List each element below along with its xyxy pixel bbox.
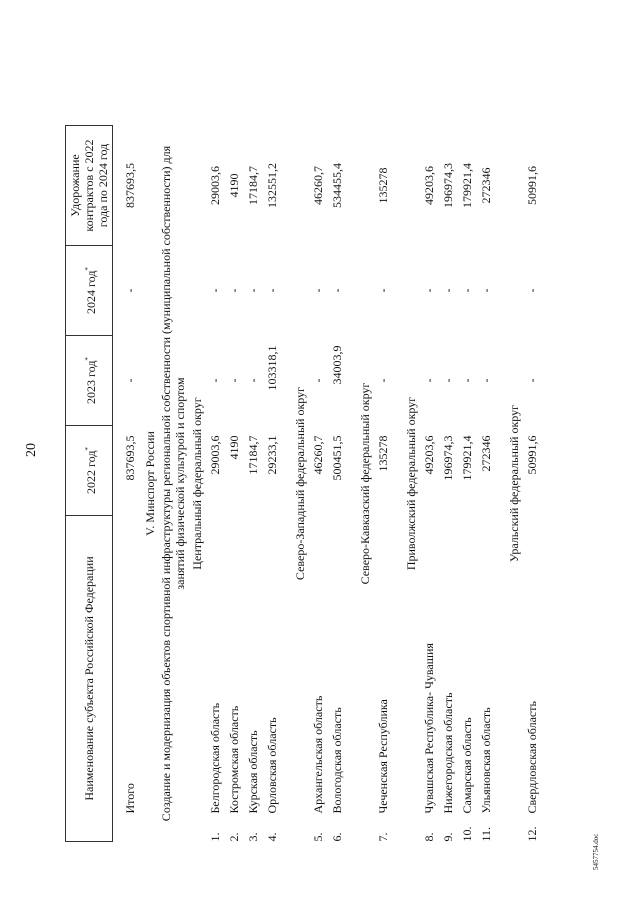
region-name: Чувашская Республика- Чувашия (422, 643, 436, 814)
value-2022: 272346 (479, 435, 493, 472)
total-label: Итого (123, 783, 137, 814)
district-row (187, 126, 206, 842)
district-row (290, 126, 309, 842)
district-title: Северо-Кавказский федеральный округ (357, 382, 372, 585)
total-2023: - (123, 378, 137, 383)
value-2023: - (441, 378, 455, 383)
value-increase: 272346 (479, 167, 493, 204)
table-row (439, 126, 458, 842)
subsection-title-row (159, 126, 187, 842)
value-2024: - (441, 288, 455, 293)
value-2022: 29003,6 (208, 435, 222, 475)
value-increase: 46260,7 (311, 166, 325, 205)
header-2022: 2022 год* (66, 426, 113, 516)
value-2022: 46260,7 (311, 435, 325, 475)
value-increase: 135278 (376, 167, 390, 204)
row-number: 3. (246, 832, 260, 842)
value-2024: - (525, 288, 539, 293)
row-number: 2. (227, 832, 241, 842)
contracts-table (65, 125, 550, 842)
row-number: 4. (265, 832, 279, 842)
value-2022: 49203,6 (422, 435, 436, 475)
table-row (477, 126, 496, 842)
region-name: Ульяновская область (479, 707, 493, 814)
value-increase: 29003,6 (208, 166, 222, 205)
row-number: 11. (479, 826, 493, 842)
value-2023: - (227, 378, 241, 383)
value-2024: - (460, 288, 474, 293)
row-number: 12. (525, 826, 539, 842)
value-2023: - (525, 378, 539, 383)
value-increase: 4190 (227, 173, 241, 198)
region-name: Орловская область (265, 717, 279, 814)
district-title: Приволжский федеральный округ (403, 396, 418, 571)
value-2022: 29233,1 (265, 435, 279, 475)
total-row (121, 126, 140, 842)
value-2022: 135278 (376, 435, 390, 472)
value-increase: 17184,7 (246, 166, 260, 205)
region-name: Свердловская область (525, 701, 539, 814)
value-2023: - (208, 378, 222, 383)
region-name: Курская область (246, 730, 260, 814)
district-title: Северо-Западный федеральный округ (292, 386, 307, 581)
subsection-title: Создание и модернизация объектов спортивной инфраструктуры региональной собственности (муниципальной собственности) для занятий физической культурой и спортом (159, 145, 187, 822)
table-row (458, 126, 477, 842)
district-row (355, 126, 374, 842)
value-2023: 103318,1 (265, 345, 279, 391)
table-row (225, 126, 244, 842)
value-2022: 500451,5 (330, 435, 344, 481)
region-name: Вологодская область (330, 707, 344, 814)
header-region: Наименование субъекта Российской Федерации (66, 516, 113, 842)
row-number: 10. (460, 826, 474, 842)
value-2024: - (422, 288, 436, 293)
value-2023: - (422, 378, 436, 383)
row-number: 1. (208, 832, 222, 842)
row-number: 5. (311, 832, 325, 842)
section-title: V. Минспорт России (142, 431, 157, 536)
value-2023: - (246, 378, 260, 383)
value-2024: - (479, 288, 493, 293)
value-2024: - (311, 288, 325, 293)
page-number: 20 (24, 443, 39, 457)
section-title-row (140, 126, 159, 842)
row-number: 6. (330, 832, 344, 842)
table-row (244, 126, 263, 842)
district-row (401, 126, 420, 842)
district-row (504, 126, 523, 842)
total-increase: 837693,5 (123, 163, 137, 208)
value-increase: 179921,4 (460, 163, 474, 208)
value-2024: - (227, 288, 241, 293)
value-2022: 17184,7 (246, 435, 260, 475)
table-row (420, 126, 439, 842)
value-2024: - (330, 288, 344, 293)
region-name: Чеченская Республика (376, 699, 390, 814)
value-increase: 196974,3 (441, 163, 455, 208)
value-increase: 50991,6 (525, 166, 539, 205)
value-2023: - (311, 378, 325, 383)
row-number: 9. (441, 832, 455, 842)
value-2022: 50991,6 (525, 435, 539, 475)
district-title: Центральный федеральный округ (189, 397, 204, 570)
header-2023: 2023 год* (66, 336, 113, 426)
total-2024: - (123, 288, 137, 293)
row-number: 8. (422, 832, 436, 842)
table-row (263, 126, 282, 842)
value-2024: - (246, 288, 260, 293)
table-row (328, 126, 347, 842)
value-increase: 49203,6 (422, 166, 436, 205)
total-2022: 837693,5 (123, 435, 137, 481)
region-name: Самарская область (460, 717, 474, 814)
district-title: Уральский федеральный округ (506, 404, 521, 563)
rotated-page (20, 30, 620, 870)
value-2022: 179921,4 (460, 435, 474, 481)
region-name: Архангельская область (311, 695, 325, 814)
region-name: Нижегородская область (441, 692, 455, 814)
header-increase: Удорожание контрактов с 2022 года по 2024 год (66, 126, 113, 246)
value-2022: 196974,3 (441, 435, 455, 481)
value-2023: - (376, 378, 390, 383)
table-row (206, 126, 225, 842)
region-name: Костромская область (227, 705, 241, 814)
table-row (374, 126, 393, 842)
table-row (523, 126, 542, 842)
document-id: 5457754.doc (592, 833, 600, 870)
region-name: Белгородская область (208, 702, 222, 814)
table-header-row (66, 126, 113, 842)
header-2024: 2024 год* (66, 246, 113, 336)
value-2022: 4190 (227, 435, 241, 460)
value-increase: 534455,4 (330, 163, 344, 208)
value-2024: - (376, 288, 390, 293)
value-2024: - (265, 288, 279, 293)
value-2023: - (460, 378, 474, 383)
value-2023: - (479, 378, 493, 383)
value-increase: 132551,2 (265, 163, 279, 208)
row-number: 7. (376, 832, 390, 842)
table-row (309, 126, 328, 842)
value-2023: 34003,9 (330, 345, 344, 385)
value-2024: - (208, 288, 222, 293)
